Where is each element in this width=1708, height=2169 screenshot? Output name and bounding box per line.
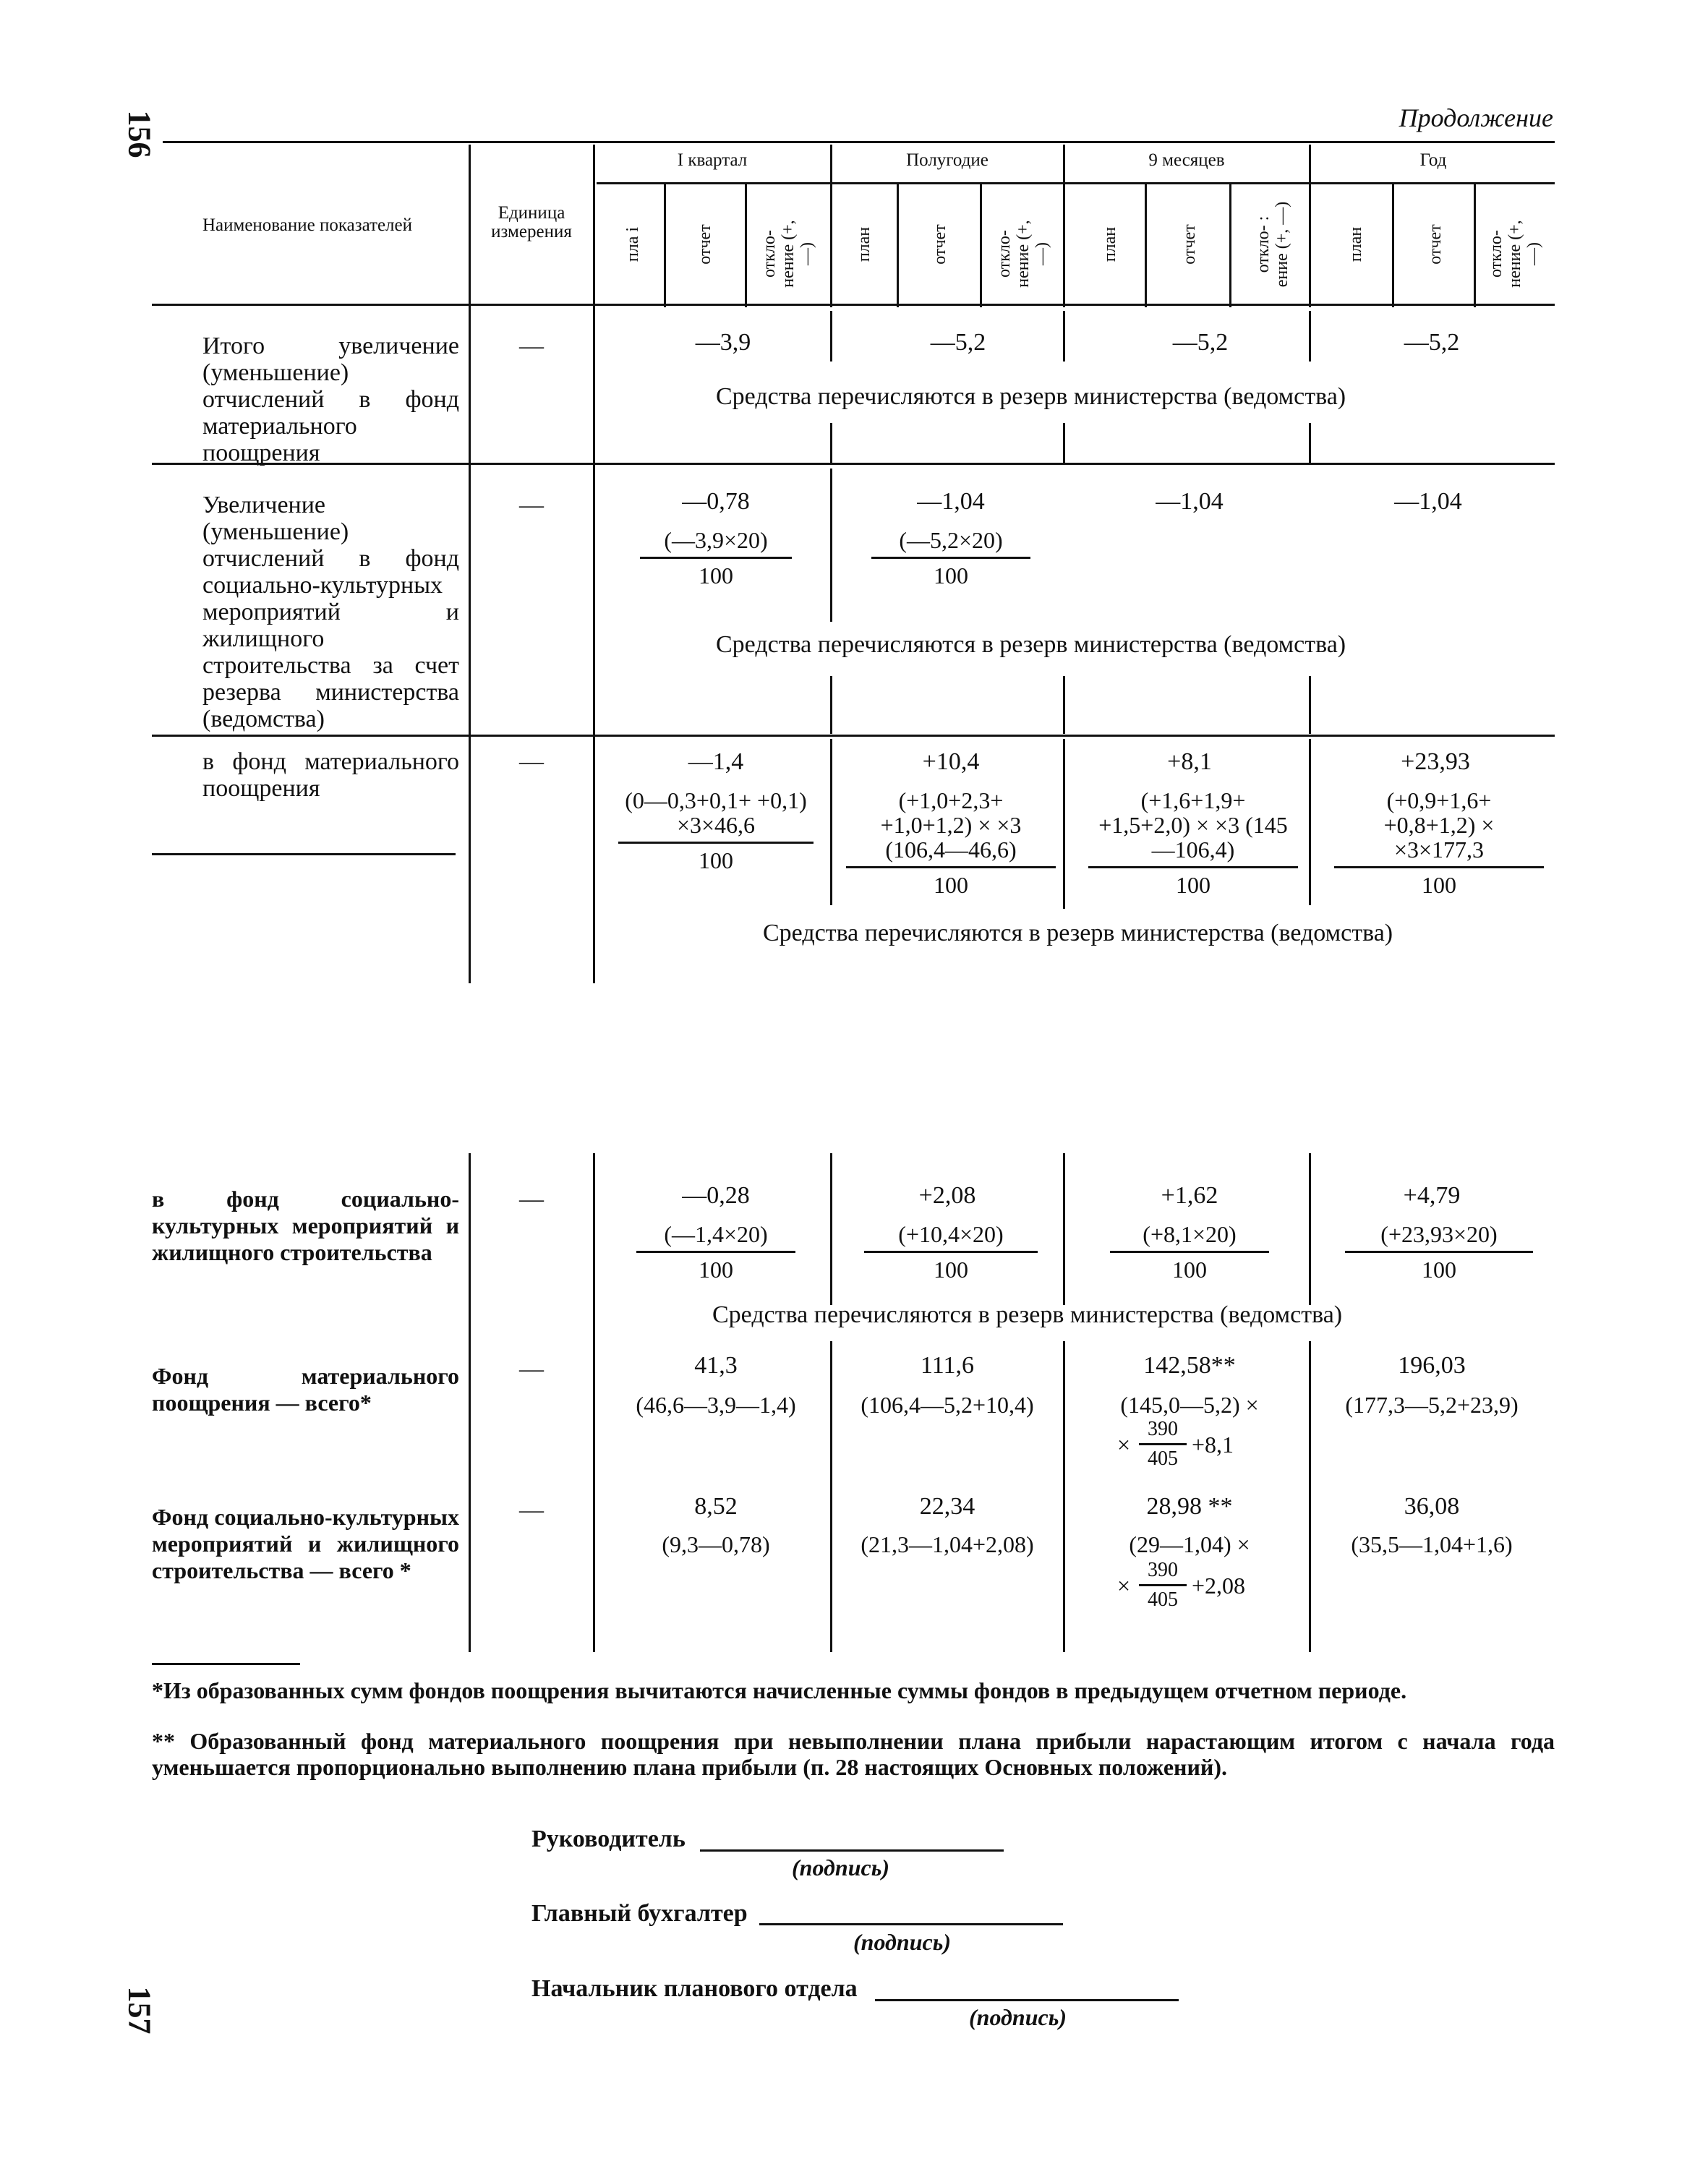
row3-half-denominator: 100 bbox=[934, 872, 968, 898]
unit-col-right-rule-lower bbox=[593, 1153, 595, 1652]
sub-rule bbox=[980, 184, 982, 307]
row2-q1-denominator: 100 bbox=[699, 562, 733, 589]
row4-label: в фонд социально-культурных мероприятий и жилищного строительства bbox=[152, 1186, 459, 1265]
header-period-q1: I квартал bbox=[677, 150, 748, 170]
row6-9m: 28,98 ** bbox=[1146, 1493, 1233, 1520]
subheader-q1-dev: откло- нение (+, —) bbox=[760, 220, 816, 288]
row2-half-formula bbox=[871, 528, 1030, 588]
row2-label: Увеличение (уменьшение) отчислений в фонд социально-культурных мероприятий и жилищного строительства за счет резерва министерства (ведомства) bbox=[202, 492, 459, 732]
row3-q1: —1,4 bbox=[688, 748, 744, 775]
row4-q1-denominator: 100 bbox=[699, 1257, 733, 1283]
row5-year: 196,03 bbox=[1398, 1352, 1466, 1379]
subheader-half-plan: план bbox=[855, 226, 874, 262]
unit-col-left-rule-lower bbox=[469, 1153, 471, 1652]
row3-9m-denominator: 100 bbox=[1176, 872, 1210, 898]
period-rule bbox=[830, 676, 832, 734]
row5-9m-frac-den: 405 bbox=[1148, 1447, 1178, 1470]
period-rule bbox=[1309, 739, 1311, 905]
sub-rule bbox=[897, 184, 899, 307]
period-rule bbox=[1309, 423, 1311, 463]
row4-year: +4,79 bbox=[1403, 1182, 1461, 1209]
signature-head-line[interactable] bbox=[700, 1849, 1004, 1852]
row-label-underline bbox=[152, 853, 456, 855]
signature-accountant-caption: (подпись) bbox=[853, 1929, 951, 1955]
sub-rule bbox=[1229, 184, 1231, 307]
row4-q1-numerator: (—1,4×20) bbox=[636, 1222, 795, 1253]
row5-q1-calc: (46,6—3,9—1,4) bbox=[636, 1392, 796, 1418]
row6-9m-calc1: (29—1,04) × bbox=[1129, 1531, 1250, 1557]
row2-year: —1,04 bbox=[1394, 488, 1462, 515]
period-rule bbox=[1309, 676, 1311, 734]
period-header-rule bbox=[597, 182, 1555, 184]
sub-rule bbox=[1474, 184, 1476, 307]
row5-year-calc: (177,3—5,2+23,9) bbox=[1345, 1392, 1519, 1418]
row2-half: —1,04 bbox=[917, 488, 985, 515]
footnote-2: ** Образованный фонд материального поощрения при невыполнении плана прибыли нарастающим итогом с начала года уменьшается пропорционально выполнению плана прибыли (п. 28 настоящих Основных положений). bbox=[152, 1728, 1555, 1780]
subheader-q1-plan: пла і bbox=[623, 226, 642, 262]
row4-half-numerator: (+10,4×20) bbox=[864, 1222, 1038, 1253]
row6-year-calc: (35,5—1,04+1,6) bbox=[1351, 1531, 1513, 1557]
row3-unit: — bbox=[519, 748, 544, 775]
row5-q1: 41,3 bbox=[694, 1352, 738, 1379]
period-rule bbox=[1063, 1341, 1065, 1652]
m9-right-rule bbox=[1309, 145, 1311, 307]
row3-year-numerator: (+0,9+1,6+ +0,8+1,2) × ×3×177,3 bbox=[1334, 788, 1544, 868]
row5-label: Фонд материального поощрения — всего* bbox=[152, 1363, 459, 1416]
row3-note: Средства перечисляются в резерв министерства (ведомства) bbox=[763, 920, 1393, 946]
page-number-bottom: 157 bbox=[121, 1986, 158, 2035]
period-rule bbox=[1309, 1153, 1311, 1305]
header-bottom-rule bbox=[152, 304, 1555, 306]
footnote-1: *Из образованных сумм фондов поощрения вычитаются начисленные суммы фондов в предыдущем отчетном периоде. bbox=[152, 1677, 1407, 1703]
row5-half: 111,6 bbox=[921, 1352, 974, 1379]
row4-9m-numerator: (+8,1×20) bbox=[1110, 1222, 1269, 1253]
period-rule bbox=[830, 311, 832, 362]
row3-q1-numerator: (0—0,3+0,1+ +0,1) ×3×46,6 bbox=[618, 788, 814, 844]
signature-planning-label: Начальник планового отдела bbox=[531, 1975, 858, 2002]
row4-half-formula bbox=[864, 1222, 1038, 1282]
header-period-9m: 9 месяцев bbox=[1148, 150, 1225, 170]
row3-q1-formula bbox=[618, 788, 814, 873]
row3-q1-denominator: 100 bbox=[699, 847, 733, 873]
row4-9m-denominator: 100 bbox=[1172, 1257, 1207, 1283]
row1-year: —5,2 bbox=[1404, 329, 1460, 356]
unit-col-left-rule bbox=[469, 145, 471, 983]
period-rule bbox=[1063, 423, 1065, 463]
row6-unit: — bbox=[519, 1497, 544, 1523]
row4-note: Средства перечисляются в резерв министерства (ведомства) bbox=[712, 1301, 1343, 1328]
row6-9m-frac-den: 405 bbox=[1148, 1588, 1178, 1611]
period-rule bbox=[830, 1153, 832, 1305]
page-number-top: 156 bbox=[121, 110, 158, 158]
row3-year: +23,93 bbox=[1401, 748, 1470, 775]
subheader-9m-report: отчет bbox=[1180, 224, 1199, 265]
row1-half: —5,2 bbox=[930, 329, 986, 356]
signature-accountant-line[interactable] bbox=[759, 1923, 1063, 1925]
row2-9m: —1,04 bbox=[1156, 488, 1224, 515]
half-right-rule bbox=[1063, 145, 1065, 307]
signature-accountant-label: Главный бухгалтер bbox=[531, 1900, 748, 1927]
row5-unit: — bbox=[519, 1356, 544, 1382]
row3-half-formula bbox=[846, 788, 1056, 897]
row1-note: Средства перечисляются в резерв министерства (ведомства) bbox=[716, 383, 1346, 410]
row1-9m: —5,2 bbox=[1172, 329, 1229, 356]
subheader-q1-report: отчет bbox=[696, 224, 714, 265]
row4-half: +2,08 bbox=[918, 1182, 976, 1209]
row6-q1-calc: (9,3—0,78) bbox=[662, 1531, 770, 1557]
row5-9m-frac-num: 390 bbox=[1139, 1419, 1187, 1445]
period-rule bbox=[830, 739, 832, 905]
row4-q1-formula bbox=[636, 1222, 795, 1282]
row6-half-calc: (21,3—1,04+2,08) bbox=[861, 1531, 1034, 1557]
row2-q1-numerator: (—3,9×20) bbox=[640, 528, 792, 559]
period-rule bbox=[1063, 739, 1065, 909]
table-top-rule bbox=[163, 141, 1555, 143]
row4-year-numerator: (+23,93×20) bbox=[1345, 1222, 1533, 1253]
row6-label: Фонд социально-культурных мероприятий и жилищного строительства — всего * bbox=[152, 1504, 459, 1583]
period-rule bbox=[1063, 311, 1065, 362]
row4-year-denominator: 100 bbox=[1422, 1257, 1456, 1283]
header-period-year: Год bbox=[1419, 150, 1447, 170]
row2-q1: —0,78 bbox=[682, 488, 750, 515]
header-period-half: Полугодие bbox=[906, 150, 988, 170]
signature-planning-caption: (подпись) bbox=[969, 2004, 1067, 2030]
subheader-year-plan: план bbox=[1346, 226, 1365, 262]
row6-year: 36,08 bbox=[1404, 1493, 1460, 1520]
row5-9m-times: × bbox=[1117, 1432, 1131, 1458]
row2-half-denominator: 100 bbox=[934, 562, 968, 589]
row6-q1: 8,52 bbox=[694, 1493, 738, 1520]
row6-9m-frac-num: 390 bbox=[1139, 1560, 1187, 1586]
period-rule bbox=[1063, 1153, 1065, 1305]
unit-col-right-rule bbox=[593, 145, 595, 983]
row3-9m: +8,1 bbox=[1167, 748, 1212, 775]
subheader-half-report: отчет bbox=[931, 224, 949, 265]
signature-planning-line[interactable] bbox=[875, 1999, 1179, 2001]
row4-unit: — bbox=[519, 1186, 544, 1212]
row5-9m-fraction bbox=[1139, 1419, 1187, 1470]
row3-half: +10,4 bbox=[922, 748, 980, 775]
subheader-half-dev: откло- нение (+, —) bbox=[995, 220, 1051, 288]
row1-unit: — bbox=[519, 333, 544, 359]
period-rule bbox=[1063, 676, 1065, 734]
signature-head-caption: (подпись) bbox=[792, 1854, 889, 1881]
sub-rule bbox=[1392, 184, 1394, 307]
row2-half-numerator: (—5,2×20) bbox=[871, 528, 1030, 559]
period-rule bbox=[1309, 311, 1311, 362]
row6-9m-times: × bbox=[1117, 1573, 1131, 1599]
row3-half-numerator: (+1,0+2,3+ +1,0+1,2) × ×3 (106,4—46,6) bbox=[846, 788, 1056, 868]
row1-q1: —3,9 bbox=[695, 329, 751, 356]
row2-q1-formula bbox=[640, 528, 792, 588]
footnote-rule bbox=[152, 1663, 300, 1665]
row6-9m-calc2: +2,08 bbox=[1192, 1573, 1246, 1599]
row2-unit: — bbox=[519, 492, 544, 518]
row5-9m: 142,58** bbox=[1143, 1352, 1236, 1379]
row4-year-formula bbox=[1345, 1222, 1533, 1282]
row3-year-formula bbox=[1334, 788, 1544, 897]
row4-9m: +1,62 bbox=[1161, 1182, 1218, 1209]
period-rule bbox=[830, 423, 832, 463]
row4-9m-formula bbox=[1110, 1222, 1269, 1282]
row4-half-denominator: 100 bbox=[934, 1257, 968, 1283]
subheader-9m-plan: план bbox=[1101, 226, 1119, 262]
period-rule bbox=[1309, 1341, 1311, 1652]
sub-rule bbox=[1145, 184, 1147, 307]
period-rule bbox=[830, 470, 832, 622]
continuation-label: Продолжение bbox=[1399, 103, 1553, 132]
row3-year-denominator: 100 bbox=[1422, 872, 1456, 898]
q1-right-rule bbox=[830, 145, 832, 307]
row2-note: Средства перечисляются в резерв министерства (ведомства) bbox=[716, 631, 1346, 658]
subheader-9m-dev: откло- : ение (+, —) bbox=[1254, 201, 1291, 288]
row6-9m-fraction bbox=[1139, 1560, 1187, 1611]
row1-label: Итого увеличение (уменьшение) отчислений в фонд материального поощрения bbox=[202, 333, 459, 466]
row5-9m-calc1: (145,0—5,2) × bbox=[1120, 1392, 1259, 1418]
sub-rule bbox=[745, 184, 747, 307]
row5-9m-calc2: +8,1 bbox=[1192, 1432, 1234, 1458]
row5-half-calc: (106,4—5,2+10,4) bbox=[861, 1392, 1034, 1418]
header-unit-col: Единица измерения bbox=[491, 203, 572, 241]
row4-q1: —0,28 bbox=[682, 1182, 750, 1209]
row-separator-2 bbox=[152, 735, 1555, 737]
subheader-year-report: отчет bbox=[1426, 224, 1445, 265]
sub-rule bbox=[664, 184, 666, 307]
signature-head-label: Руководитель bbox=[531, 1826, 686, 1852]
header-name-col: Наименование показателей bbox=[202, 215, 413, 235]
row3-label: в фонд материального поощрения bbox=[202, 748, 459, 802]
row3-9m-formula bbox=[1088, 788, 1298, 897]
row3-9m-numerator: (+1,6+1,9+ +1,5+2,0) × ×3 (145—106,4) bbox=[1088, 788, 1298, 868]
row6-half: 22,34 bbox=[919, 1493, 975, 1520]
subheader-year-dev: откло- нение (+, —) bbox=[1487, 220, 1543, 288]
period-rule bbox=[830, 1341, 832, 1652]
